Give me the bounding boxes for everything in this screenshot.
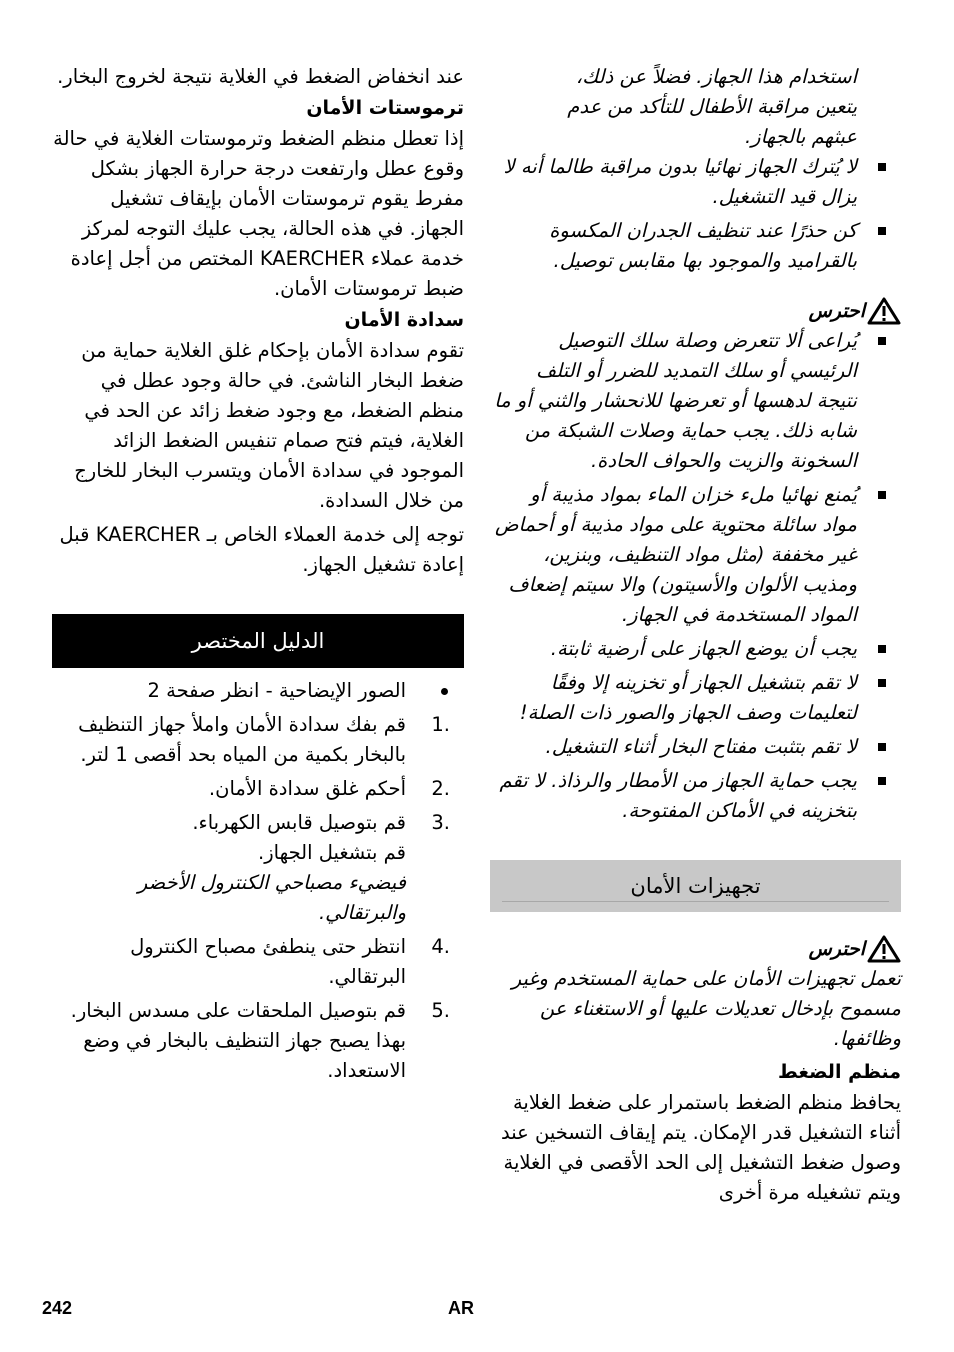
intro-paragraph <box>490 62 901 152</box>
step-number: 3. <box>431 811 450 834</box>
safety-cap-text: تقوم سدادة الأمان بإحكام غلق الغلاية حماية من ضغط البخار الناشئ. في حالة وجود عطل في منظم الضغط، مع وجود ضغط زائد عن الحد في الغلاية، فيتم فتح صمام تنفيس الضغط الزائد الموجود في سدادة الأمان ويتسرب البخار للخارج من خلال السدادة. <box>74 339 464 512</box>
bullet-item <box>490 668 901 728</box>
continuation-text: عند انخفاض الضغط في الغلاية نتيجة لخروج البخار. <box>57 65 464 88</box>
step-text: قم بتوصيل الملحقات على مسدس البخار. <box>70 999 406 1022</box>
illustrations-text: الصور الإيضاحية - انظر صفحة 2 <box>147 679 406 702</box>
warning-label: احترس <box>808 300 865 322</box>
step-item <box>52 996 464 1086</box>
bullet-text: لا تقم بتشغيل الجهاز أو تخزينه إلا وفقًا لتعليمات وصف الجهاز والصور ذات الصلة! <box>519 671 857 724</box>
left-column <box>52 62 464 1090</box>
square-bullet-icon <box>878 163 886 171</box>
bullet-text: يُمنع نهائيا ملء خزان الماء بمواد مذيبة أو مواد سائلة محتوية على مواد مذيبة أو أحماض غير مخففة (مثل مواد التنظيف، وبنزين، ومذيب الألوان والأسيتون) والا سيتم إضعاف المواد المستخدمة في الجهاز. <box>494 483 857 626</box>
bullet-text: لا تقم بتثبت مفتاح البخار أثناء التشغيل. <box>545 735 857 758</box>
warning-heading <box>490 934 901 964</box>
step-number: 1. <box>431 713 450 736</box>
step-item <box>52 808 464 928</box>
step-text: قم بتوصيل قابس الكهرباء. <box>192 811 406 834</box>
bullet-item <box>490 216 901 276</box>
bullet-text: يجب حماية الجهاز من الأمطار والرذاذ. لا تقم بتخزينه في الأماكن المفتوحة. <box>499 769 857 822</box>
step-item <box>52 932 464 992</box>
right-column <box>490 62 901 1208</box>
step-text-secondary: قم بتشغيل الجهاز. <box>258 841 406 864</box>
step-item <box>52 710 464 770</box>
bullet-item <box>490 480 901 630</box>
square-bullet-icon <box>878 645 886 653</box>
square-bullet-icon <box>878 337 886 345</box>
safety-warning-text: تعمل تجهيزات الأمان على حماية المستخدم وغير مسموح بإدخال تعديلات عليها أو الاستغناء عن وظائفها. <box>511 967 901 1050</box>
step-text: أحكم غلق سدادة الأمان. <box>208 777 406 800</box>
language-code: AR <box>448 1298 474 1318</box>
illustrations-item <box>52 676 464 706</box>
section-heading-safety: تجهيزات الأمان <box>490 860 901 912</box>
step-number: 4. <box>431 935 450 958</box>
pressure-regulator-text: يحافظ منظم الضغط باستمرار على ضغط الغلاية أثناء التشغيل قدر الإمكان. يتم إيقاف التسخين عند وصول ضغط التشغيل إلى الحد الأقصى في الغلاية ويتم تشغيله مرة أخرى <box>501 1091 901 1204</box>
warning-heading <box>490 296 901 326</box>
intro-line: عبثهم بالجهاز. <box>744 125 857 148</box>
bullet-item <box>490 326 901 476</box>
round-bullet-icon <box>441 688 448 695</box>
warning-triangle-icon <box>867 297 901 325</box>
step-note: فيضيء مصباحي الكنترول الأخضر والبرتقالي. <box>137 871 406 924</box>
square-bullet-icon <box>878 491 886 499</box>
intro-line: يتعين مراقبة الأطفال للتأكد من عدم <box>567 95 857 118</box>
bullet-item <box>490 766 901 826</box>
square-bullet-icon <box>878 777 886 785</box>
bullet-item <box>490 152 901 212</box>
thermostat-text: إذا تعطل منظم الضغط وترموستات الغلاية في حالة وقوع عطل وارتفعت درجة حرارة الجهاز بشكل مفرط يقوم ترموستات الأمان بإيقاف تشغيل الجهاز. في هذه الحالة، يجب عليك التوجه لمركز خدمة عملاء KAERCHER المختص من أجل إعادة ضبط ترموستات الأمان. <box>53 127 464 300</box>
bullet-text: لا يُترك الجهاز نهائيا بدون مراقبة طالما أنه لا يزال قيد التشغيل. <box>503 155 857 208</box>
step-text: قم بفك سدادة الأمان واملأ جهاز التنظيف بالبخار بكمية من المياه بحد أقصى 1 لتر. <box>78 713 406 766</box>
square-bullet-icon <box>878 679 886 687</box>
step-number: 5. <box>431 999 450 1022</box>
bullet-item <box>490 732 901 762</box>
safety-cap-service-text: توجه إلى خدمة العملاء الخاص بـ KAERCHER قبل إعادة تشغيل الجهاز. <box>59 523 464 576</box>
section-heading-quick-guide: الدليل المختصر <box>52 614 464 668</box>
bullet-text: يُراعى ألا تتعرض وصلة سلك التوصيل الرئيسي أو سلك التمديد للضرر أو التلف نتيجة لدهسها أو تعرضها للانحشار والثني أو ما شابه ذلك. يجب حماية وصلات الشبكة من السخونة والزيت والحواف الحادة. <box>494 329 857 472</box>
warning-triangle-icon <box>867 935 901 963</box>
page-number: 242 <box>42 1298 73 1318</box>
warning-label: احترس <box>808 938 865 960</box>
bullet-text: يجب أن يوضع الجهاز على أرضية ثابتة. <box>550 637 857 660</box>
step-text-secondary: بهذا يصبح جهاز التنظيف بالبخار في وضع الاستعداد. <box>83 1029 406 1082</box>
step-number: 2. <box>431 777 450 800</box>
subheading-pressure-regulator: منظم الضغط <box>778 1061 901 1083</box>
subheading-safety-cap: سدادة الأمان <box>344 309 464 331</box>
bullet-item <box>490 634 901 664</box>
square-bullet-icon <box>878 743 886 751</box>
step-text: انتظر حتى ينطفئ مصباح الكنترول البرتقالي. <box>130 935 406 988</box>
intro-line: استخدام هذا الجهاز. فضلاً عن ذلك، <box>575 65 857 88</box>
bullet-text: كن حذرًا عند تنظيف الجدران المكسوة بالقراميد والموجود بها مقابس توصيل. <box>549 219 857 272</box>
square-bullet-icon <box>878 227 886 235</box>
subheading-safety-thermostat: ترموستات الأمان <box>306 97 464 119</box>
step-item <box>52 774 464 804</box>
